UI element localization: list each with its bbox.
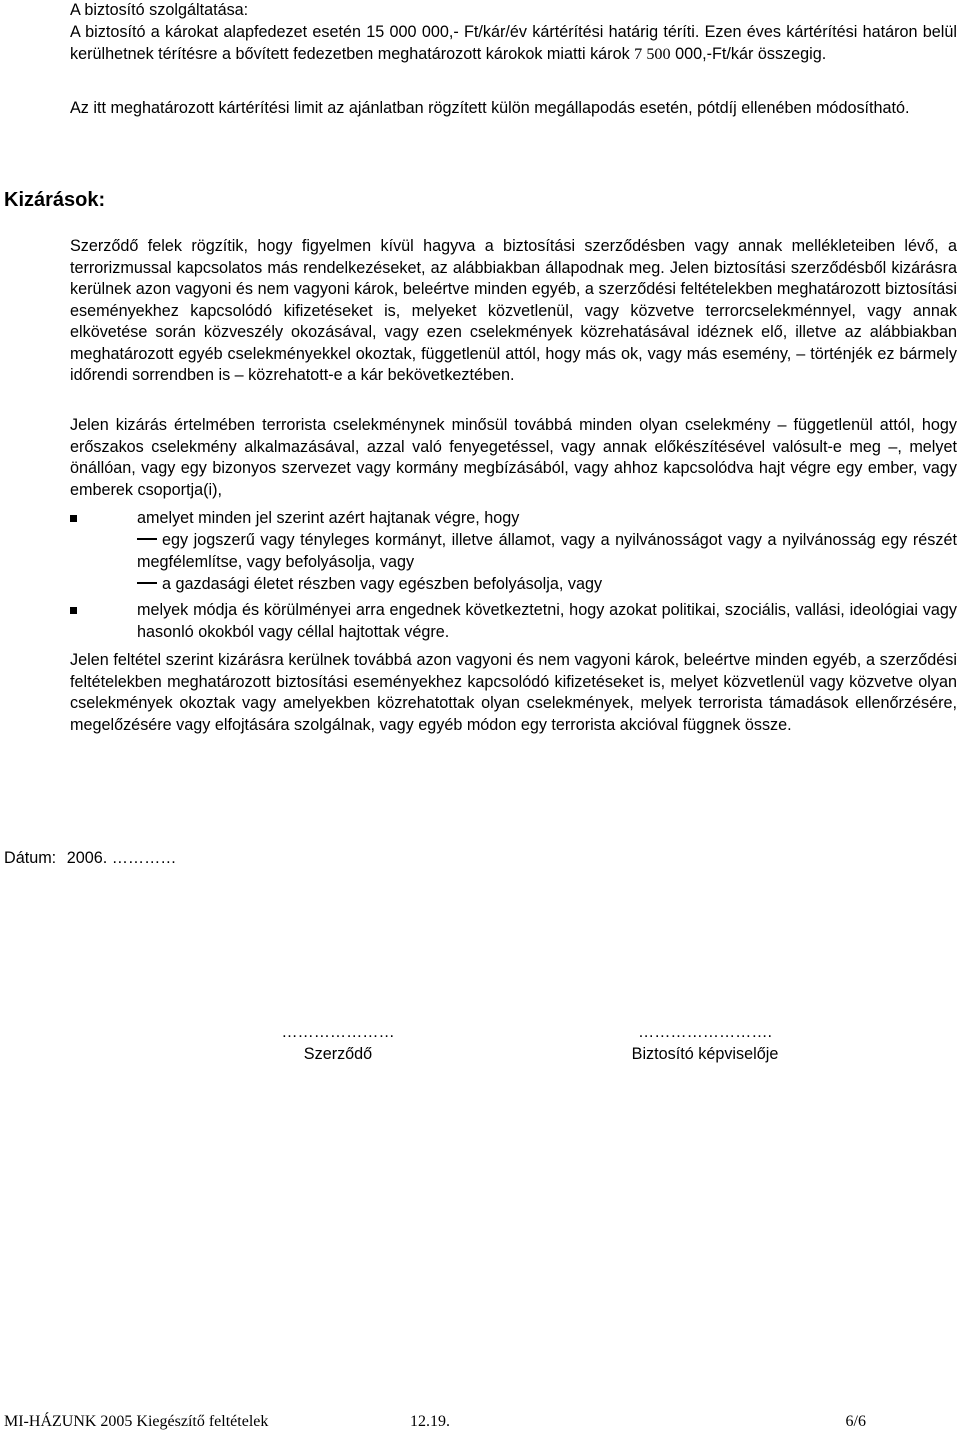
limit-amount: 7 500 — [634, 44, 671, 63]
footer-version: 12.19. — [410, 1413, 450, 1430]
square-bullet-icon — [70, 607, 77, 614]
limit-text-1: A biztosító a károkat alapfedezet esetén 15 000 000,- Ft/kár/év kártérítési határig téríti. Ezen éves kártérítési határon belül kerülhetnek térítésre a bővített fedezetben meghatározott károkok miatti károk — [70, 23, 957, 63]
date-line — [4, 847, 176, 869]
dash-icon — [137, 538, 157, 540]
dash-icon — [137, 582, 157, 584]
signature-line-contractor: ………………… — [281, 1023, 395, 1041]
signature-label-insurer: Biztosító képviselője — [631, 1045, 779, 1063]
date-value: 2006. ………… — [66, 849, 177, 867]
signature-label-contractor: Szerződő — [303, 1045, 373, 1063]
bullet-item-2-text: melyek módja és körülményei arra engednek következtetni, hogy azokat politikai, szociális, vallási, ideológiai vagy hasonló okokból vagy céllal hajtottak végre. — [137, 601, 957, 641]
limit-text-2: 000,-Ft/kár összegig. — [670, 44, 827, 63]
dash-item-1-text: egy jogszerű vagy tényleges kormányt, illetve államot, vagy a nyilvánosságot vagy a nyilvánosság egy részét megfélemlítse, vagy befolyásolja, vagy — [137, 531, 957, 571]
square-bullet-icon — [70, 515, 77, 522]
signature-contractor — [258, 1021, 418, 1065]
footer-doc-name: MI-HÁZUNK 2005 Kiegészítő feltételek — [4, 1413, 269, 1430]
dash-item-2 — [137, 574, 957, 596]
date-label: Dátum: — [4, 849, 57, 867]
service-paragraph-modification: Az itt meghatározott kártérítési limit az ajánlatban rögzített külön megállapodás esetén, pótdíj ellenében módosítható. — [70, 99, 910, 117]
exclusions-paragraph-2: Jelen kizárás értelmében terrorista cselekménynek minősül továbbá minden olyan cselekmény – függetlenül attól, hogy erőszakos cselekmény alkalmazásával, azzal való fenyegetéssel, vagy annak előkészítésével valósult-e meg –, melyet önállóan, vagy egy bizonyos szervezet vagy kormány megbízásából, vagy ahhoz kapcsolódva hajt végre egy ember, vagy emberek csoportja(i), — [70, 416, 957, 499]
exclusions-title: Kizárások: — [4, 189, 106, 211]
service-paragraph-limit — [70, 22, 957, 65]
dash-item-2-text: a gazdasági életet részben vagy egészben befolyásolja, vagy — [162, 575, 603, 593]
footer-page-number: 6/6 — [845, 1413, 866, 1430]
signature-insurer — [590, 1021, 820, 1065]
exclusions-paragraph-3: Jelen feltétel szerint kizárásra kerülnek továbbá azon vagyoni és nem vagyoni károk, beleértve minden egyéb, a szerződési feltételekben meghatározott biztosítási eseményekhez kapcsolódó kifizetéseket is, melyet közvetlenül vagy közvetve olyan cselekmények okoztak vagy amelyekben közrehatottak olyan cselekmények, melyek terrorista támadások ellenőrzésére, megelőzésére vagy elfojtására szolgálnak, vagy egyéb módon egy terrorista akcióval függnek össze. — [70, 651, 957, 734]
dash-item-1 — [137, 530, 957, 573]
exclusions-paragraph-1: Szerződő felek rögzítik, hogy figyelmen kívül hagyva a biztosítási szerződésben vagy annak mellékleteiben lévő, a terrorizmussal kapcsolatos más rendelkezéseket, az alábbiakban állapodnak meg. Jelen biztosítási szerződésből kizárásra kerülnek azon vagyoni és nem vagyoni károk, beleértve minden egyéb, a szerződési feltételekben meghatározott biztosítási eseményekhez kapcsolódó kifizetéseket is, melyeket közvetlenül, vagy közvetve terrorcselekménnyel, vagy annak elkövetése során közveszély okozásával, vagy ezen cselekmények közrehatásával idéznek elő, illetve az alábbiakban meghatározott egyéb cselekményekkel okoztak, függetlenül attól, hogy más ok, vagy más esemény, – történjék ez bármely időrendi sorrendben is – közrehatott-e a kár bekövetkeztében. — [70, 237, 957, 384]
signature-line-insurer: ……………………. — [638, 1023, 772, 1041]
service-heading: A biztosító szolgáltatása: — [70, 1, 249, 19]
bullet-item-1-text: amelyet minden jel szerint azért hajtanak végre, hogy — [137, 509, 520, 527]
